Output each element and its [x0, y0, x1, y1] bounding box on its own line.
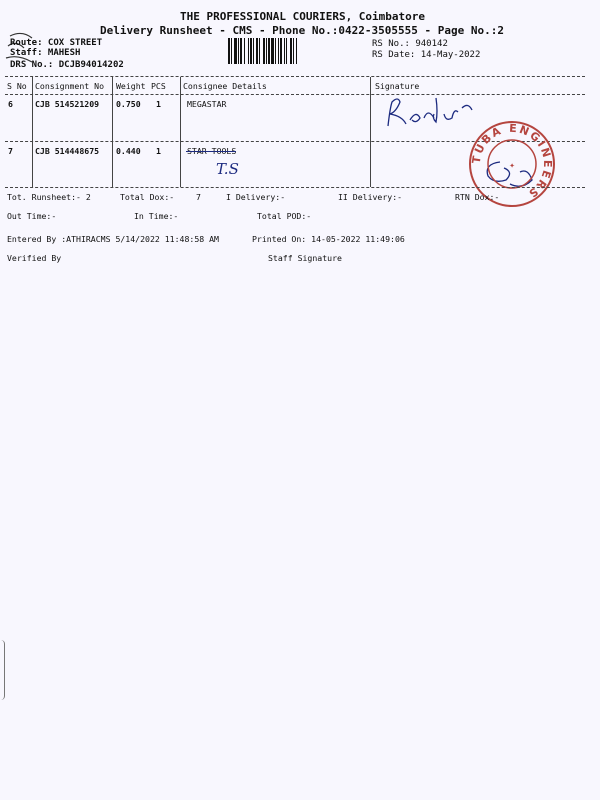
svg-text:TUBA ENGINEERS: TUBA ENGINEERS — [469, 121, 555, 202]
scan-edge-mark — [0, 640, 5, 700]
route-label: Route: COX STREET — [10, 38, 103, 48]
total-pod: Total POD:- — [257, 211, 312, 221]
col-divider — [32, 77, 33, 187]
table-top-rule — [5, 76, 585, 77]
table-row-sno: 6 — [8, 99, 13, 109]
drs-number: DRS No.: DCJB94014202 — [10, 60, 124, 70]
total-dox-value: 7 — [196, 192, 201, 202]
entered-by: Entered By :ATHIRACMS 5/14/2022 11:48:58 AM — [7, 234, 219, 244]
table-row-weight: 0.440 — [116, 146, 141, 156]
table-bottom-rule — [5, 187, 585, 188]
col-divider — [370, 77, 371, 187]
out-time: Out Time:- — [7, 211, 57, 221]
staff-signature: Staff Signature — [268, 253, 342, 263]
total-dox-label: Total Dox:- — [120, 192, 175, 202]
table-row-consignee: MEGASTAR — [187, 99, 227, 109]
i-delivery: I Delivery:- — [226, 192, 286, 202]
table-row-weight: 0.750 — [116, 99, 141, 109]
rtn-dox: RTN Dox:- — [455, 192, 500, 202]
table-row-consignment: CJB 514448675 — [35, 146, 100, 156]
col-header-sno: S No — [7, 81, 27, 91]
ii-delivery: II Delivery:- — [338, 192, 403, 202]
tot-runsheet: Tot. Runsheet:- 2 — [7, 192, 91, 202]
table-row-consignee: STAR TOOLS — [187, 146, 237, 156]
svg-text:✦: ✦ — [509, 162, 515, 170]
rs-number: RS No.: 940142 — [372, 39, 448, 49]
consignee-strikethrough — [186, 151, 236, 152]
signature-row6 — [380, 88, 480, 133]
verified-by: Verified By — [7, 253, 62, 263]
barcode — [228, 38, 338, 64]
col-header-signature: Signature — [375, 81, 420, 91]
in-time: In Time:- — [134, 211, 179, 221]
col-header-weight: Weight — [116, 81, 146, 91]
rs-date: RS Date: 14-May-2022 — [372, 50, 481, 60]
col-divider — [180, 77, 181, 187]
company-title: THE PROFESSIONAL COURIERS, Coimbatore — [180, 10, 426, 23]
col-header-consignee: Consignee Details — [183, 81, 267, 91]
printed-on: Printed On: 14-05-2022 11:49:06 — [252, 234, 405, 244]
table-row-pcs: 1 — [156, 146, 161, 156]
handwritten-note: T.S — [216, 160, 239, 178]
col-header-consignment: Consignment No — [35, 81, 105, 91]
table-row-pcs: 1 — [156, 99, 161, 109]
table-row-sno: 7 — [8, 146, 13, 156]
col-header-pcs: PCS — [151, 81, 166, 91]
col-divider — [112, 77, 113, 187]
staff-label: Staff: MAHESH — [10, 48, 81, 58]
table-header-rule — [5, 94, 585, 95]
runsheet-title: Delivery Runsheet - CMS - Phone No.:0422-3505555 - Page No.:2 — [100, 24, 504, 37]
table-row-consignment: CJB 514521209 — [35, 99, 100, 109]
